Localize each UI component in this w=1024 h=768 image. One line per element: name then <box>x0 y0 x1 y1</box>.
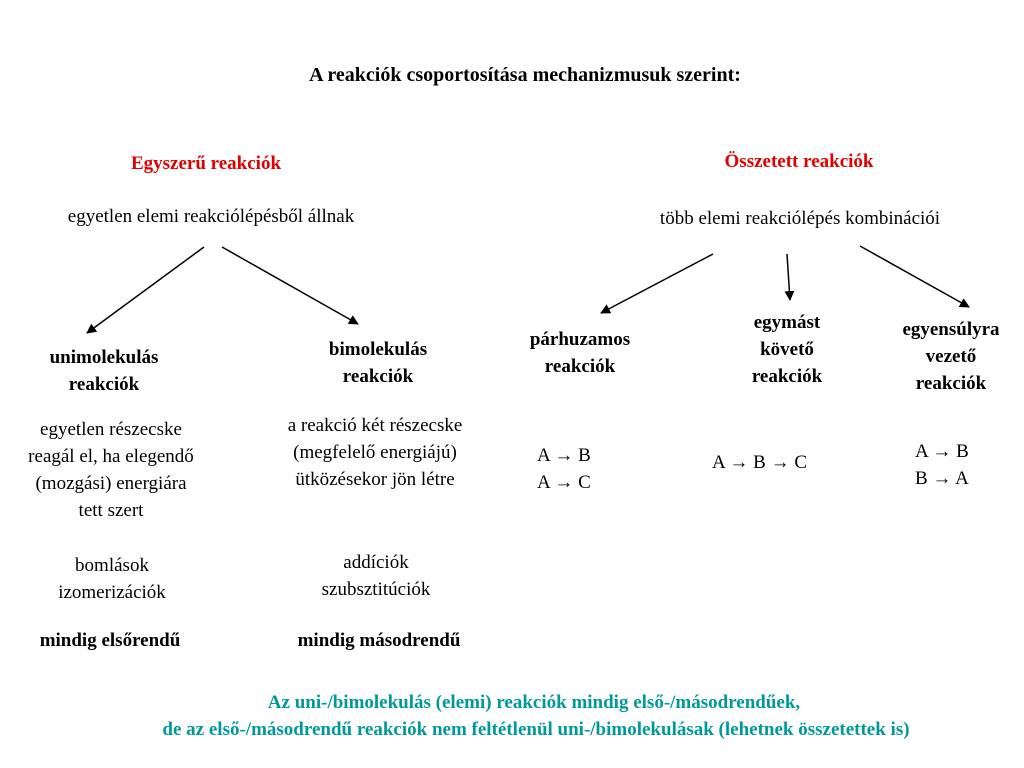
consecutive-reactions-scheme: A → B → C <box>712 452 808 473</box>
arrow-to-equilibrium <box>860 246 969 307</box>
arrow-to-bimolecular <box>222 247 358 324</box>
unimolecular-order: mindig elsőrendű <box>39 630 181 651</box>
equilibrium-reactions-title: egyensúlyra vezető reakciók <box>902 319 1000 394</box>
arrow-to-consecutive <box>787 254 790 300</box>
arrow-to-parallel <box>601 254 713 313</box>
simple-reactions-heading: Egyszerű reakciók <box>130 153 282 174</box>
unimolecular-examples: bomlások izomerizációk <box>58 555 166 603</box>
bimolecular-title: bimolekulás reakciók <box>328 339 428 387</box>
unimolecular-description: egyetlen részecske reagál el, ha elegendő (mozgási) energiára tett szert <box>28 419 194 521</box>
parallel-reactions-scheme: A → B A → C <box>537 445 591 493</box>
footer-line-2: de az első-/másodrendű reakciók nem feltétlenül uni-/bimolekulásak (lehetnek összetettek is) <box>162 719 910 740</box>
complex-reactions-heading: Összetett reakciók <box>724 151 874 172</box>
footer-line-1: Az uni-/bimolekulás (elemi) reakciók mindig első-/másodrendűek, <box>267 692 801 713</box>
bimolecular-order: mindig másodrendű <box>297 630 461 651</box>
unimolecular-title: unimolekulás reakciók <box>49 347 159 395</box>
bimolecular-description: a reakció két részecske (megfelelő energiájú) ütközésekor jön létre <box>287 415 463 490</box>
consecutive-reactions-title: egymást követő reakciók <box>751 312 823 387</box>
simple-reactions-description: egyetlen elemi reakciólépésből állnak <box>67 206 355 227</box>
bimolecular-examples: addíciók szubsztitúciók <box>321 552 431 600</box>
arrow-to-unimolecular <box>87 247 204 333</box>
page-title: A reakciók csoportosítása mechanizmusuk szerint: <box>309 64 741 86</box>
parallel-reactions-title: párhuzamos reakciók <box>529 329 631 377</box>
complex-reactions-description: több elemi reakciólépés kombinációi <box>659 208 941 229</box>
equilibrium-reactions-scheme: A → B B → A <box>915 441 969 489</box>
